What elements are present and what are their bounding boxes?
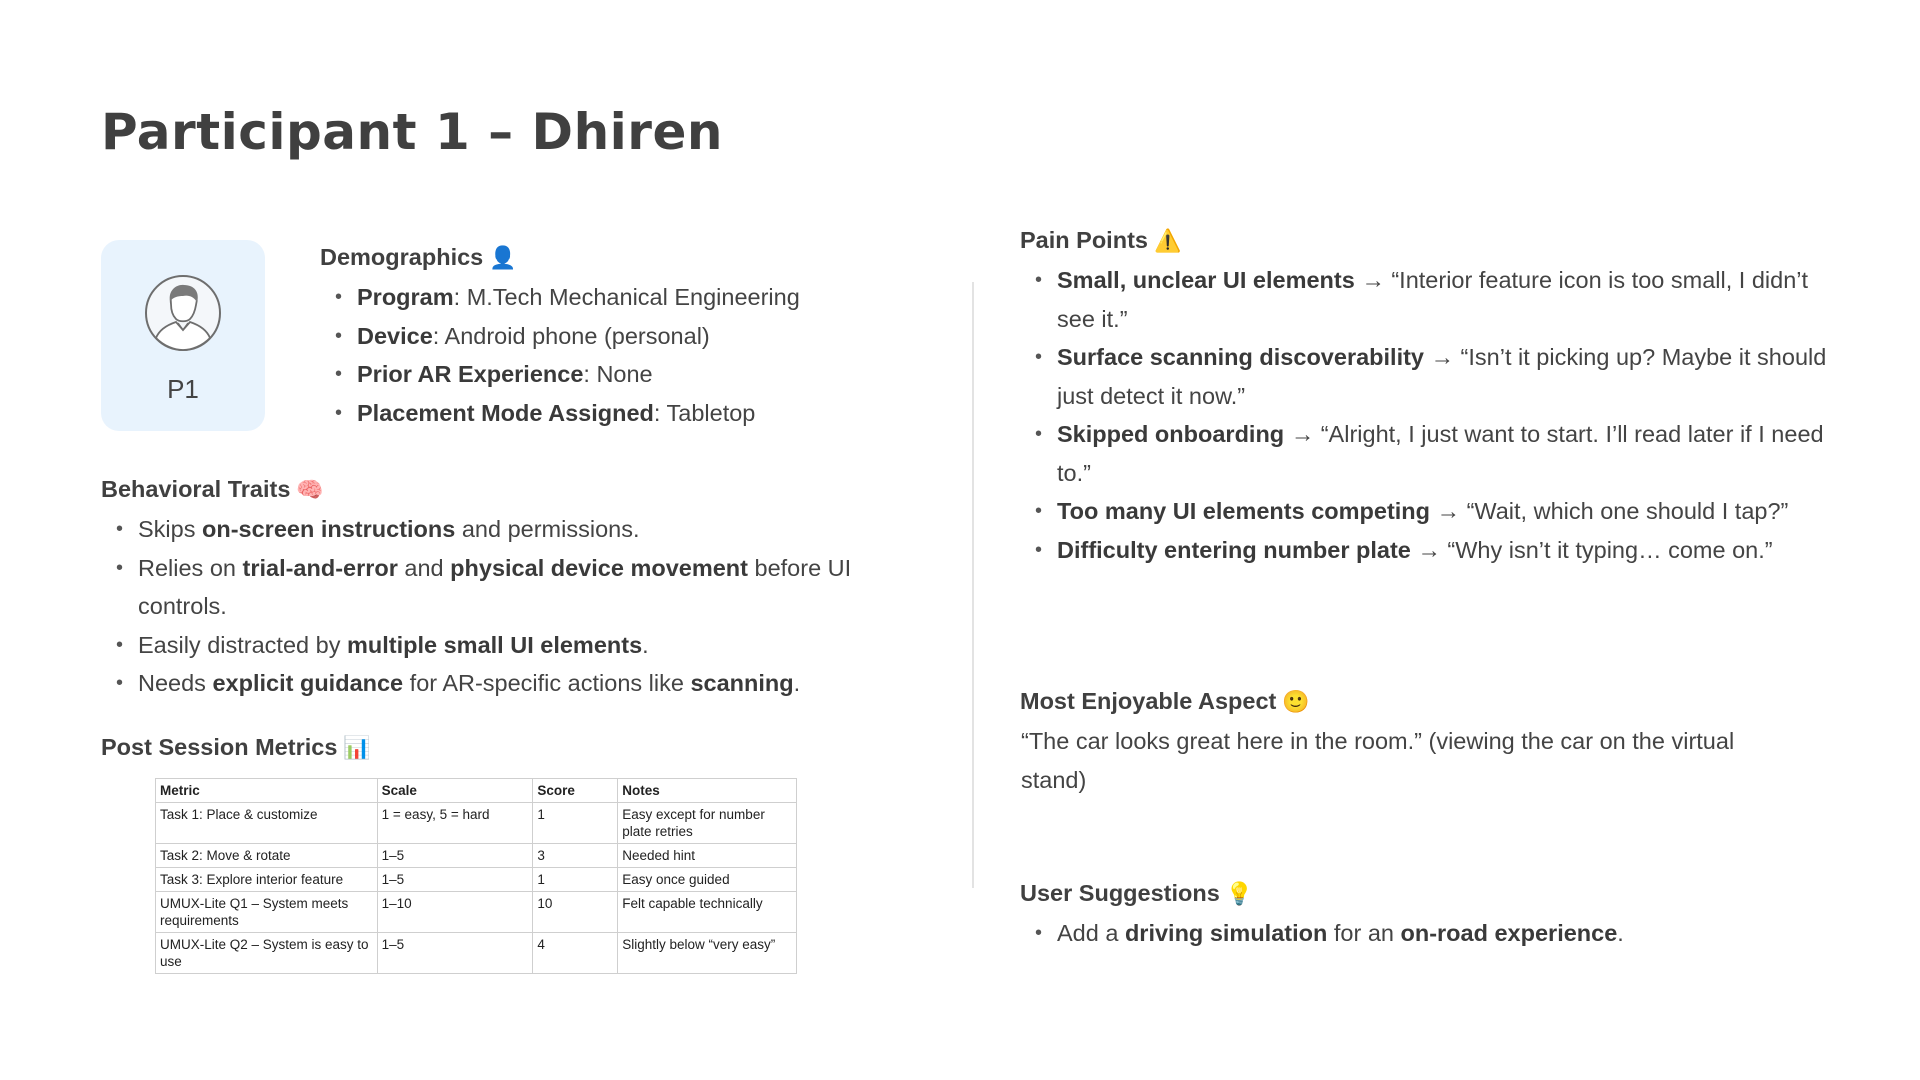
metrics-title: Post Session Metrics [101,734,338,760]
table-cell: 1 [533,803,618,844]
list-item [1057,531,1827,570]
enjoyable-title: Most Enjoyable Aspect [1020,688,1277,714]
list-item [138,549,898,626]
emphasis: Small, unclear UI elements [1057,267,1355,293]
item-value: : Tabletop [653,399,756,426]
suggestions-title: User Suggestions [1020,880,1220,906]
table-cell: 1 = easy, 5 = hard [377,803,533,844]
table-cell: Slightly below “very easy” [618,933,797,974]
list-item [138,510,898,549]
emphasis: explicit guidance [212,670,404,696]
suggestions-heading [1020,880,1253,907]
item-label: Device [357,322,433,349]
brain-icon: 🧠 [296,478,324,503]
text: → “Interior feature icon is too small, I didn’t see it.” [1057,267,1809,332]
person-icon: 👤 [489,246,517,271]
list-item [357,278,800,317]
text: → “Why isn’t it typing… come on.” [1410,536,1773,563]
text: → “Alright, I just want to start. I’ll read later if I need to.” [1057,421,1824,486]
text: before UI controls. [138,554,852,619]
list-item [1057,261,1827,338]
text: for AR-specific actions like [403,670,691,696]
table-cell: 1–5 [377,844,533,868]
behavioral-title: Behavioral Traits [101,476,291,502]
text: Skips [138,516,202,542]
behavioral-heading [101,476,324,503]
table-cell: UMUX-Lite Q1 – System meets requirements [156,892,378,933]
list-item [357,394,800,433]
column-divider [972,282,974,888]
emphasis: driving simulation [1124,920,1328,946]
table-row [156,933,797,974]
text: and [397,554,451,581]
list-item [1057,415,1827,492]
avatar-label: P1 [167,374,199,404]
page-title: Participant 1 – Dhiren [101,103,723,161]
table-row [156,844,797,868]
pain-points-heading [1020,227,1181,254]
table-row [156,868,797,892]
text: Needs [138,670,213,696]
list-item [1057,492,1827,531]
table-cell: Easy once guided [618,868,797,892]
table-cell: 1–5 [377,868,533,892]
suggestions-list [1021,914,1827,953]
emphasis: physical device movement [450,554,748,581]
column-header: Scale [377,779,533,803]
table-cell: 10 [533,892,618,933]
avatar-card [101,240,265,431]
table-cell: UMUX-Lite Q2 – System is easy to use [156,933,378,974]
table-cell: Needed hint [618,844,797,868]
table-cell: 1–5 [377,933,533,974]
metrics-heading [101,734,371,761]
table-cell: Easy except for number plate retries [618,803,797,844]
table-cell: 4 [533,933,618,974]
text: for an [1327,920,1401,946]
item-value: : M.Tech Mechanical Engineering [453,284,800,310]
bar-chart-icon: 📊 [343,736,371,761]
list-item [1057,914,1827,953]
smile-icon: 🙂 [1282,690,1310,715]
emphasis: multiple small UI elements [346,631,643,658]
text: Add a [1057,920,1125,946]
column-header: Metric [156,779,378,803]
emphasis: on-road experience [1400,920,1618,946]
demographics-heading [320,244,517,271]
demographics-title: Demographics [320,244,484,270]
column-header: Notes [618,779,797,803]
lightbulb-icon: 💡 [1225,882,1254,907]
emphasis: trial-and-error [242,554,398,581]
emphasis: on-screen instructions [202,516,456,542]
text: . [1617,920,1624,946]
pain-points-list [1021,261,1827,569]
text: Relies on [138,554,243,581]
table-cell: Felt capable technically [618,892,797,933]
metrics-table [155,778,797,974]
pain-points-title: Pain Points [1020,227,1148,253]
column-header: Score [533,779,618,803]
list-item [1057,338,1827,415]
emphasis: Too many UI elements competing [1057,498,1431,524]
list-item [138,664,898,703]
demographics-list [321,278,800,432]
emphasis: Surface scanning discoverability [1057,344,1424,370]
item-value: : None [583,361,653,387]
text: Easily distracted by [138,631,347,658]
emphasis: scanning [690,670,794,696]
item-label: Program [357,284,454,310]
table-cell: Task 1: Place & customize [156,803,378,844]
list-item [138,626,898,665]
table-row [156,892,797,933]
table-cell: 1 [533,868,618,892]
emphasis: Skipped onboarding [1057,421,1285,447]
list-item [357,355,800,394]
user-avatar-icon [144,274,222,352]
enjoyable-heading [1020,688,1310,715]
text: and permissions. [455,516,640,542]
text: . [642,631,649,658]
table-cell: 3 [533,844,618,868]
list-item [357,317,800,356]
table-header-row [156,779,797,803]
table-cell: 1–10 [377,892,533,933]
enjoyable-quote: “The car looks great here in the room.” (viewing the car on the virtual stand) [1021,728,1735,793]
text: . [793,670,801,696]
emphasis: Difficulty entering number plate [1057,536,1411,563]
item-label: Prior AR Experience [357,361,584,387]
item-label: Placement Mode Assigned [357,399,654,426]
text: → “Isn’t it picking up? Maybe it should just detect it now.” [1057,344,1827,409]
text: → “Wait, which one should I tap?” [1430,498,1789,524]
table-cell: Task 2: Move & rotate [156,844,378,868]
table-row [156,803,797,844]
item-value: : Android phone (personal) [432,322,710,349]
behavioral-list [102,510,898,703]
warning-icon: ⚠️ [1153,229,1182,254]
table-cell: Task 3: Explore interior feature [156,868,378,892]
